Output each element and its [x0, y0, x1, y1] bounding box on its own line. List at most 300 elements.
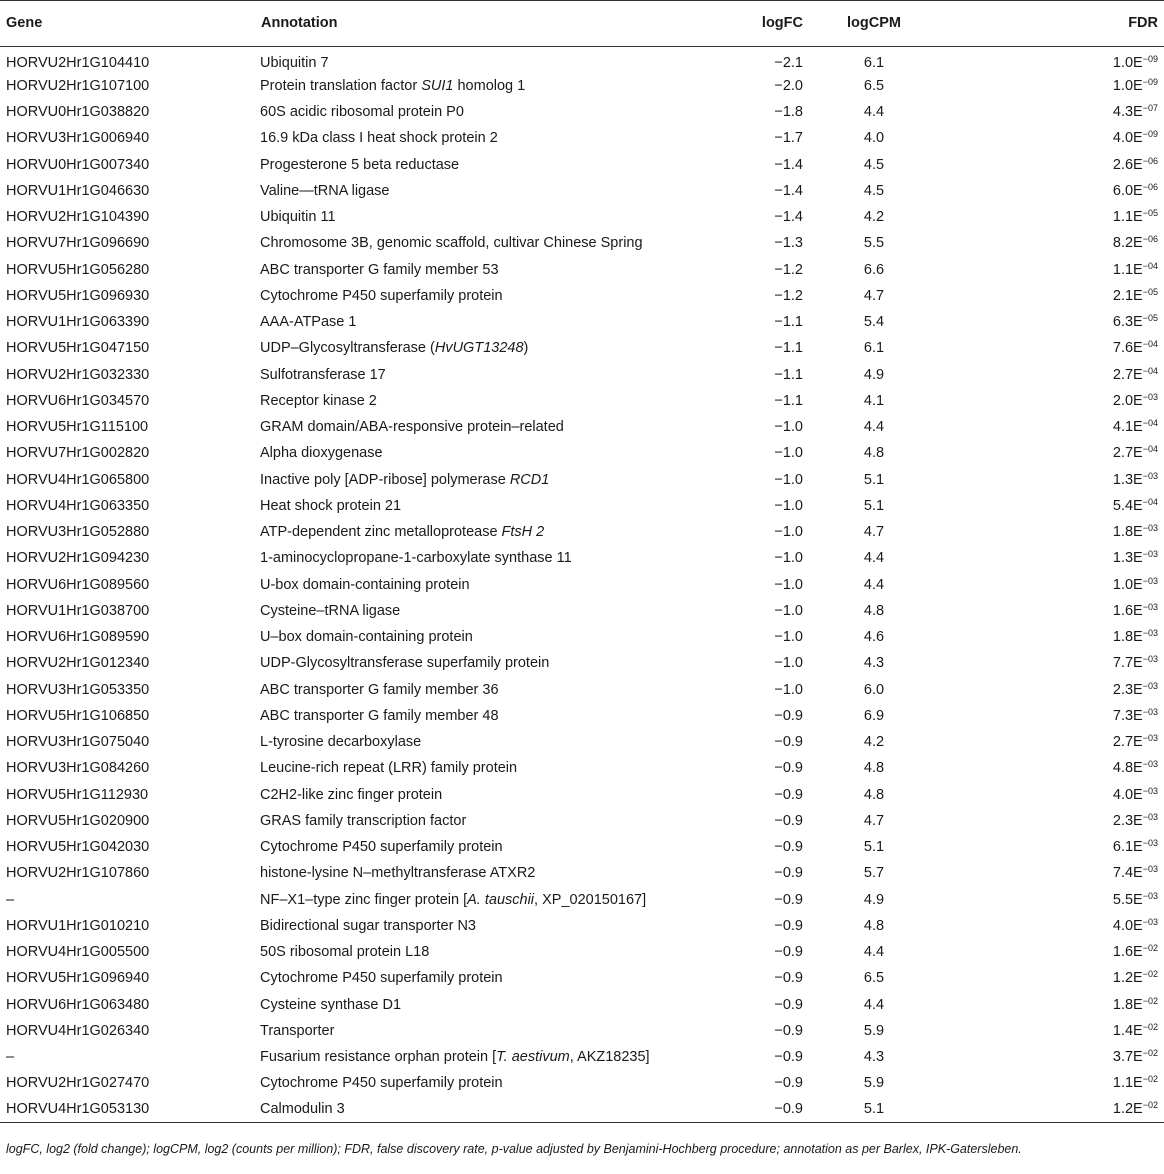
table-row — [0, 309, 1164, 335]
logcpm-cell: 5.1 — [863, 839, 885, 856]
logfc-cell: −1.2 — [774, 287, 803, 304]
logfc-cell: −1.0 — [774, 629, 803, 646]
header-row — [0, 1, 1164, 47]
table-row — [0, 283, 1164, 309]
logcpm-cell: 4.4 — [863, 996, 885, 1013]
fdr-cell — [945, 204, 1164, 230]
fdr-mantissa: 2.6E — [1112, 156, 1143, 173]
table-row — [0, 1018, 1164, 1044]
logcpm-cell: 5.1 — [803, 1097, 945, 1123]
gene-id-cell: HORVU7Hr1G002820 — [6, 445, 150, 462]
annotation-cell: UDP-Glycosyltransferase superfamily protein — [260, 655, 550, 672]
fdr-exponent: −09 — [1142, 53, 1158, 64]
annotation-cell: Cysteine synthase D1 — [260, 996, 402, 1013]
table-row — [0, 152, 1164, 178]
gene-id-cell: HORVU6Hr1G089590 — [6, 629, 150, 646]
annotation-text: Inactive poly [ADP-ribose] polymerase — [260, 471, 510, 488]
table-row — [0, 808, 1164, 834]
fdr-mantissa: 2.7E — [1112, 366, 1143, 383]
logfc-cell: −1.0 — [774, 419, 803, 436]
fdr-mantissa: 1.4E — [1112, 1022, 1143, 1039]
logcpm-cell: 5.7 — [863, 865, 885, 882]
fdr-mantissa: 7.7E — [1112, 655, 1143, 672]
annotation-cell: C2H2-like zinc finger protein — [260, 786, 443, 803]
logcpm-cell: 4.4 — [863, 944, 885, 961]
logfc-cell: −0.9 — [774, 996, 803, 1013]
logcpm-cell: 4.8 — [863, 760, 885, 777]
table-row — [0, 99, 1164, 125]
gene-id-cell: HORVU4Hr1G065800 — [6, 471, 150, 488]
annotation-cell: 50S ribosomal protein L18 — [260, 944, 430, 961]
table-row — [0, 860, 1164, 886]
gene-id-cell: HORVU4Hr1G063350 — [6, 497, 150, 514]
annotation-cell — [260, 1044, 702, 1070]
fdr-cell — [945, 388, 1164, 414]
logfc-cell: −1.1 — [774, 340, 803, 357]
fdr-exponent: −02 — [1142, 1074, 1158, 1085]
annotation-cell: Chromosome 3B, genomic scaffold, cultivar Chinese Spring — [260, 235, 643, 252]
gene-id-cell: HORVU3Hr1G075040 — [6, 734, 150, 751]
annotation-text: homolog 1 — [453, 77, 526, 94]
gene-id-cell: HORVU4Hr1G026340 — [6, 1022, 150, 1039]
logfc-cell: −0.9 — [774, 891, 803, 908]
annotation-cell: GRAM domain/ABA-responsive protein–related — [260, 419, 564, 436]
annotation-text: UDP–Glycosyltransferase ( — [260, 340, 435, 357]
annotation-cell: Transporter — [260, 1022, 335, 1039]
fdr-cell — [945, 283, 1164, 309]
table-row — [0, 624, 1164, 650]
logfc-cell: −0.9 — [774, 1049, 803, 1066]
annotation-cell: Calmodulin 3 — [260, 1097, 702, 1123]
fdr-exponent: −02 — [1142, 1021, 1158, 1032]
annotation-text: Protein translation factor — [260, 77, 422, 94]
fdr-mantissa: 1.3E — [1112, 550, 1143, 567]
fdr-exponent: −03 — [1142, 916, 1158, 927]
fdr-exponent: −02 — [1142, 995, 1158, 1006]
logfc-cell: −1.0 — [774, 602, 803, 619]
table-row — [0, 204, 1164, 230]
fdr-cell — [945, 73, 1164, 99]
logfc-cell: −0.9 — [774, 734, 803, 751]
fdr-cell — [945, 440, 1164, 466]
gene-id-cell: HORVU5Hr1G096940 — [6, 970, 150, 987]
fdr-cell — [945, 125, 1164, 151]
fdr-cell — [945, 1044, 1164, 1070]
table-row — [0, 729, 1164, 755]
fdr-mantissa: 1.3E — [1112, 471, 1143, 488]
logfc-cell: −1.2 — [774, 261, 803, 278]
fdr-mantissa: 4.0E — [1112, 917, 1143, 934]
fdr-exponent: −03 — [1142, 785, 1158, 796]
annotation-cell: Ubiquitin 11 — [260, 209, 336, 226]
logfc-cell: −1.0 — [774, 471, 803, 488]
annotation-cell: ABC transporter G family member 53 — [260, 261, 499, 278]
table-row — [0, 572, 1164, 598]
fdr-exponent: −03 — [1142, 575, 1158, 586]
table-row — [0, 493, 1164, 519]
table-row — [0, 887, 1164, 913]
header-gene: Gene — [0, 1, 260, 47]
annotation-cell: Cytochrome P450 superfamily protein — [260, 970, 503, 987]
fdr-exponent: −04 — [1142, 339, 1158, 350]
table-row — [0, 1044, 1164, 1070]
annotation-cell: Leucine-rich repeat (LRR) family protein — [260, 760, 518, 777]
fdr-cell — [945, 860, 1164, 886]
logfc-cell: −1.0 — [774, 681, 803, 698]
logfc-cell: −0.9 — [774, 760, 803, 777]
fdr-cell — [945, 939, 1164, 965]
logcpm-cell: 4.7 — [863, 524, 885, 541]
table-row — [0, 440, 1164, 466]
annotation-cell: Cytochrome P450 superfamily protein — [260, 839, 503, 856]
gene-id-cell: HORVU1Hr1G063390 — [6, 314, 150, 331]
fdr-exponent: −03 — [1142, 654, 1158, 665]
logfc-cell: −1.0 — [774, 655, 803, 672]
fdr-exponent: −07 — [1142, 103, 1158, 114]
fdr-exponent: −05 — [1142, 286, 1158, 297]
fdr-mantissa: 1.1E — [1112, 209, 1143, 226]
table-row — [0, 467, 1164, 493]
table-row — [0, 388, 1164, 414]
logcpm-cell: 4.4 — [863, 576, 885, 593]
logcpm-cell: 4.2 — [863, 209, 885, 226]
gene-id-cell: HORVU2Hr1G032330 — [6, 366, 150, 383]
annotation-italic-text: T. aestivum — [496, 1049, 570, 1066]
logfc-cell: −1.0 — [774, 524, 803, 541]
gene-id-cell: HORVU5Hr1G106850 — [6, 707, 150, 724]
fdr-cell — [945, 992, 1164, 1018]
logfc-cell: −1.8 — [774, 104, 803, 121]
gene-id-cell: HORVU6Hr1G089560 — [6, 576, 150, 593]
gene-id-cell: HORVU3Hr1G084260 — [6, 760, 150, 777]
fdr-mantissa: 2.7E — [1112, 734, 1143, 751]
fdr-exponent: −02 — [1142, 1048, 1158, 1059]
fdr-mantissa: 1.1E — [1112, 1075, 1143, 1092]
gene-id-cell: HORVU5Hr1G047150 — [6, 340, 150, 357]
fdr-exponent: −03 — [1142, 759, 1158, 770]
fdr-mantissa: 7.6E — [1112, 340, 1143, 357]
fdr-cell — [945, 257, 1164, 283]
fdr-mantissa: 2.0E — [1112, 392, 1143, 409]
fdr-mantissa: 7.3E — [1112, 707, 1143, 724]
logfc-cell: −1.4 — [774, 156, 803, 173]
fdr-cell — [945, 808, 1164, 834]
annotation-cell — [260, 73, 702, 99]
logcpm-cell: 6.1 — [863, 340, 885, 357]
fdr-exponent: −03 — [1142, 601, 1158, 612]
fdr-cell — [945, 650, 1164, 676]
annotation-cell: GRAS family transcription factor — [260, 812, 467, 829]
gene-id-cell: HORVU3Hr1G052880 — [6, 524, 150, 541]
annotation-cell: ABC transporter G family member 36 — [260, 681, 499, 698]
fdr-mantissa: 3.7E — [1112, 1049, 1143, 1066]
fdr-cell — [945, 414, 1164, 440]
table-row — [0, 755, 1164, 781]
table-row — [0, 913, 1164, 939]
fdr-mantissa: 4.3E — [1112, 104, 1143, 121]
fdr-cell — [945, 755, 1164, 781]
fdr-cell — [945, 152, 1164, 178]
logfc-cell: −0.9 — [774, 839, 803, 856]
logfc-cell: −1.0 — [774, 445, 803, 462]
fdr-cell — [945, 47, 1164, 73]
logfc-cell: −2.1 — [774, 54, 803, 71]
logfc-cell: −1.4 — [774, 209, 803, 226]
annotation-italic-text: HvUGT13248 — [434, 340, 524, 357]
annotation-cell: Cysteine–tRNA ligase — [260, 602, 401, 619]
table-row — [0, 178, 1164, 204]
annotation-text: ATP-dependent zinc metalloprotease — [260, 524, 502, 541]
gene-id-cell: HORVU4Hr1G005500 — [6, 944, 150, 961]
logcpm-cell: 4.9 — [863, 366, 885, 383]
fdr-cell — [945, 965, 1164, 991]
gene-id-cell: HORVU2Hr1G104410 — [6, 54, 150, 71]
fdr-exponent: −06 — [1142, 234, 1158, 245]
fdr-exponent: −03 — [1142, 838, 1158, 849]
logfc-cell: −1.7 — [774, 130, 803, 147]
fdr-exponent: −02 — [1142, 943, 1158, 954]
header-logfc: logFC — [702, 1, 803, 47]
fdr-mantissa: 1.2E — [1112, 1101, 1143, 1118]
gene-id-cell: HORVU2Hr1G094230 — [6, 550, 150, 567]
annotation-cell — [260, 887, 702, 913]
table-row — [0, 834, 1164, 860]
logfc-cell: −1.0 — [774, 576, 803, 593]
fdr-exponent: −04 — [1142, 418, 1158, 429]
fdr-cell — [945, 677, 1164, 703]
gene-id-cell: HORVU6Hr1G063480 — [6, 996, 150, 1013]
table-row — [0, 650, 1164, 676]
annotation-italic-text: SUI1 — [421, 77, 454, 94]
logcpm-cell: 4.8 — [863, 917, 885, 934]
fdr-mantissa: 1.6E — [1112, 944, 1143, 961]
annotation-cell: Progesterone 5 beta reductase — [260, 156, 460, 173]
annotation-cell: Cytochrome P450 superfamily protein — [260, 1075, 503, 1092]
annotation-text: NF–X1–type zinc finger protein [ — [260, 891, 468, 908]
logcpm-cell: 4.4 — [863, 419, 885, 436]
logcpm-cell: 4.9 — [863, 891, 885, 908]
gene-id-cell: HORVU5Hr1G096930 — [6, 287, 150, 304]
fdr-exponent: −03 — [1142, 470, 1158, 481]
annotation-cell: U-box domain-containing protein — [260, 576, 470, 593]
table-row — [0, 335, 1164, 361]
logcpm-cell: 4.0 — [863, 130, 885, 147]
fdr-exponent: −03 — [1142, 811, 1158, 822]
fdr-mantissa: 1.8E — [1112, 524, 1143, 541]
annotation-cell: 60S acidic ribosomal protein P0 — [260, 104, 464, 121]
fdr-exponent: −03 — [1142, 706, 1158, 717]
gene-id-cell: HORVU2Hr1G027470 — [6, 1075, 150, 1092]
table-row — [0, 1070, 1164, 1096]
logfc-cell: −0.9 — [774, 865, 803, 882]
fdr-mantissa: 4.0E — [1112, 130, 1143, 147]
logfc-cell: −0.9 — [702, 1097, 803, 1123]
header-annotation: Annotation — [260, 1, 702, 47]
fdr-cell — [945, 782, 1164, 808]
fdr-mantissa: 5.4E — [1112, 497, 1143, 514]
logcpm-cell: 6.6 — [863, 261, 885, 278]
annotation-cell: Cytochrome P450 superfamily protein — [260, 287, 503, 304]
logfc-cell: −1.1 — [774, 366, 803, 383]
table-row — [0, 519, 1164, 545]
annotation-cell: Ubiquitin 7 — [260, 54, 329, 71]
gene-id-cell: HORVU5Hr1G112930 — [6, 786, 149, 803]
logfc-cell: −0.9 — [774, 812, 803, 829]
logcpm-cell: 4.7 — [863, 812, 885, 829]
fdr-mantissa: 8.2E — [1112, 235, 1143, 252]
fdr-cell — [945, 1070, 1164, 1096]
table-row — [0, 703, 1164, 729]
logcpm-cell: 5.1 — [863, 497, 885, 514]
gene-id-cell: HORVU3Hr1G006940 — [6, 130, 150, 147]
logcpm-cell: 4.8 — [863, 786, 885, 803]
table-row — [0, 545, 1164, 571]
fdr-mantissa: 1.8E — [1112, 996, 1143, 1013]
table-row — [0, 782, 1164, 808]
table-row — [0, 598, 1164, 624]
table-row — [0, 677, 1164, 703]
gene-id-cell: – — [6, 891, 15, 908]
annotation-text: ) — [523, 340, 529, 357]
fdr-cell — [945, 467, 1164, 493]
fdr-mantissa: 6.1E — [1112, 839, 1143, 856]
logfc-cell: −1.4 — [774, 182, 803, 199]
fdr-exponent: −02 — [1142, 1100, 1158, 1111]
gene-id-cell: HORVU2Hr1G107100 — [6, 77, 150, 94]
header-fdr: FDR — [945, 1, 1164, 47]
fdr-mantissa: 1.1E — [1112, 261, 1143, 278]
fdr-cell — [945, 309, 1164, 335]
fdr-exponent: −04 — [1142, 444, 1158, 455]
fdr-exponent: −03 — [1142, 549, 1158, 560]
fdr-mantissa: 1.0E — [1112, 54, 1143, 71]
fdr-mantissa: 6.0E — [1112, 182, 1143, 199]
logcpm-cell: 4.6 — [863, 629, 885, 646]
logfc-cell: −0.9 — [774, 970, 803, 987]
table-row — [0, 230, 1164, 256]
gene-id-cell: HORVU0Hr1G007340 — [6, 156, 150, 173]
fdr-mantissa: 2.1E — [1112, 287, 1143, 304]
table-row — [0, 939, 1164, 965]
gene-id-cell: HORVU2Hr1G104390 — [6, 209, 150, 226]
gene-id-cell: HORVU5Hr1G056280 — [6, 261, 150, 278]
annotation-cell: L-tyrosine decarboxylase — [260, 734, 422, 751]
fdr-cell — [945, 834, 1164, 860]
fdr-mantissa: 4.1E — [1112, 419, 1143, 436]
fdr-exponent: −03 — [1142, 890, 1158, 901]
annotation-text: , AKZ18235] — [569, 1049, 650, 1066]
logcpm-cell: 4.7 — [863, 287, 885, 304]
logfc-cell: −2.0 — [774, 77, 803, 94]
logcpm-cell: 4.2 — [863, 734, 885, 751]
fdr-exponent: −03 — [1142, 864, 1158, 875]
fdr-mantissa: 1.0E — [1112, 77, 1143, 94]
fdr-cell — [945, 598, 1164, 624]
annotation-cell: Valine—tRNA ligase — [260, 182, 390, 199]
logfc-cell: −0.9 — [774, 1075, 803, 1092]
annotation-italic-text: FtsH 2 — [501, 524, 545, 541]
annotation-italic-text: RCD1 — [509, 471, 550, 488]
fdr-mantissa: 2.7E — [1112, 445, 1143, 462]
gene-id-cell: HORVU1Hr1G046630 — [6, 182, 150, 199]
fdr-exponent: −03 — [1142, 523, 1158, 534]
fdr-cell — [945, 519, 1164, 545]
logfc-cell: −0.9 — [774, 707, 803, 724]
logcpm-cell: 4.3 — [863, 655, 885, 672]
fdr-cell — [945, 729, 1164, 755]
fdr-cell — [945, 887, 1164, 913]
annotation-cell: Heat shock protein 21 — [260, 497, 402, 514]
annotation-text: , XP_020150167] — [534, 891, 647, 908]
logfc-cell: −1.1 — [774, 392, 803, 409]
annotation-cell: histone-lysine N–methyltransferase ATXR2 — [260, 865, 536, 882]
fdr-exponent: −06 — [1142, 155, 1158, 166]
fdr-exponent: −03 — [1142, 680, 1158, 691]
annotation-cell — [260, 467, 702, 493]
logfc-cell: −0.9 — [774, 917, 803, 934]
fdr-cell — [945, 493, 1164, 519]
logcpm-cell: 5.9 — [863, 1075, 885, 1092]
table-row — [0, 414, 1164, 440]
annotation-cell — [260, 519, 702, 545]
annotation-cell: 16.9 kDa class I heat shock protein 2 — [260, 130, 498, 147]
table-row — [0, 1097, 1164, 1123]
fdr-cell — [945, 545, 1164, 571]
fdr-exponent: −09 — [1142, 76, 1158, 87]
annotation-cell: U–box domain-containing protein — [260, 629, 473, 646]
logcpm-cell: 4.4 — [863, 550, 885, 567]
gene-id-cell: HORVU7Hr1G096690 — [6, 235, 150, 252]
fdr-exponent: −03 — [1142, 628, 1158, 639]
fdr-cell — [945, 624, 1164, 650]
logcpm-cell: 6.9 — [863, 707, 885, 724]
fdr-mantissa: 2.3E — [1112, 681, 1143, 698]
fdr-cell — [945, 572, 1164, 598]
fdr-mantissa: 1.2E — [1112, 970, 1143, 987]
logcpm-cell: 4.8 — [863, 602, 885, 619]
gene-id-cell: HORVU2Hr1G012340 — [6, 655, 150, 672]
gene-id-cell: HORVU1Hr1G010210 — [6, 917, 150, 934]
annotation-cell: Bidirectional sugar transporter N3 — [260, 917, 476, 934]
fdr-cell — [945, 230, 1164, 256]
fdr-exponent: −04 — [1142, 365, 1158, 376]
logcpm-cell: 4.1 — [863, 392, 885, 409]
logcpm-cell: 6.5 — [863, 77, 885, 94]
logcpm-cell: 4.5 — [863, 182, 885, 199]
logcpm-cell: 4.5 — [863, 156, 885, 173]
fdr-mantissa: 2.3E — [1112, 812, 1143, 829]
table-row — [0, 47, 1164, 73]
fdr-exponent: −04 — [1142, 260, 1158, 271]
logfc-cell: −0.9 — [774, 944, 803, 961]
logcpm-cell: 5.1 — [863, 471, 885, 488]
fdr-mantissa: 6.3E — [1112, 314, 1143, 331]
logfc-cell: −1.3 — [774, 235, 803, 252]
logfc-cell: −0.9 — [774, 1022, 803, 1039]
logfc-cell: −1.1 — [774, 314, 803, 331]
gene-id-cell: HORVU6Hr1G034570 — [6, 392, 150, 409]
fdr-exponent: −05 — [1142, 208, 1158, 219]
gene-id-cell: HORVU1Hr1G038700 — [6, 602, 150, 619]
annotation-italic-text: A. tauschii — [467, 891, 535, 908]
fdr-exponent: −09 — [1142, 129, 1158, 140]
fdr-mantissa: 7.4E — [1112, 865, 1143, 882]
fdr-cell — [945, 1097, 1164, 1123]
fdr-mantissa: 1.8E — [1112, 629, 1143, 646]
fdr-cell — [945, 335, 1164, 361]
fdr-exponent: −02 — [1142, 969, 1158, 980]
table-footnote: logFC, log2 (fold change); logCPM, log2 (counts per million); FDR, false discovery rate, p-value adjusted by Benjamini-Hochberg procedure; annotation as per Barlex, IPK-Gatersleben. — [6, 1142, 1022, 1156]
